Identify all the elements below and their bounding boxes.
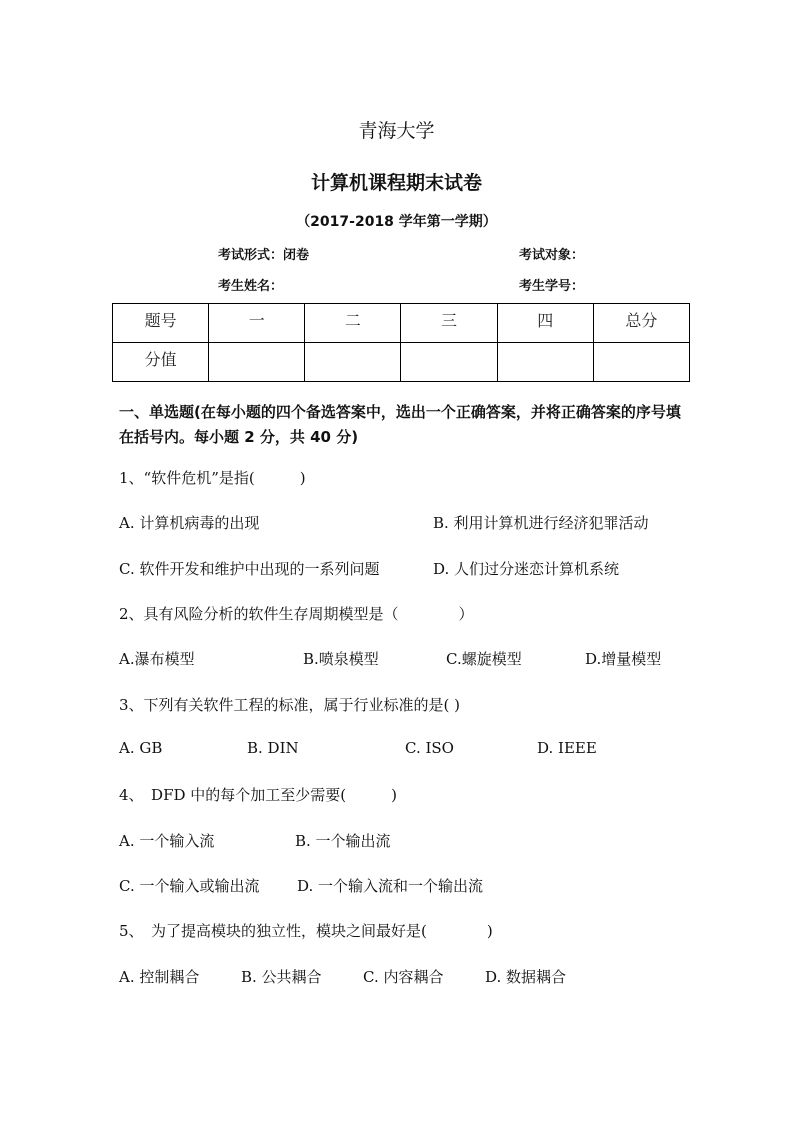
option-d: D. 人们过分迷恋计算机系统	[433, 560, 620, 578]
option-a: A. GB	[119, 739, 163, 757]
score-table-cell	[593, 343, 689, 382]
section-heading: 一、单选题(在每小题的四个备选答案中，选出一个正确答案，并将正确答案的序号填在括号内。每小题 2 分，共 40 分)	[119, 403, 681, 446]
option-c: C. 内容耦合	[363, 968, 444, 986]
score-table-cell	[209, 343, 305, 382]
score-table-cell	[401, 343, 497, 382]
score-table-cell: 总分	[593, 304, 689, 343]
exam-target: 考试对象：	[519, 248, 585, 263]
option-b: B. 一个输出流	[295, 832, 391, 850]
option-b: B.喷泉模型	[303, 650, 379, 668]
question-text: 1、“软件危机”是指( )	[119, 469, 306, 487]
exam-form: 考试形式：闭卷	[218, 248, 310, 263]
question-text: 3、下列有关软件工程的标准，属于行业标准的是( )	[119, 696, 461, 714]
score-table-cell: 分值	[113, 343, 209, 382]
score-table-cell: 二	[305, 304, 401, 343]
score-table-cell	[305, 343, 401, 382]
question-text: 4、 DFD 中的每个加工至少需要( )	[119, 786, 397, 804]
option-c: C.螺旋模型	[446, 650, 522, 668]
question-text: 2、具有风险分析的软件生存周期模型是（ ）	[119, 605, 474, 623]
score-table-cell: 一	[209, 304, 305, 343]
option-b: B. DIN	[247, 739, 299, 757]
semester: （2017-2018 学年第一学期）	[296, 214, 497, 230]
option-d: D.增量模型	[585, 650, 662, 668]
exam-title: 计算机课程期末试卷	[310, 172, 482, 194]
student-name: 考生姓名：	[218, 279, 284, 294]
option-d: D. IEEE	[537, 739, 597, 757]
university-name: 青海大学	[358, 120, 435, 142]
score-table-value-row	[113, 343, 690, 382]
score-table-cell: 四	[497, 304, 593, 343]
option-d: D. 一个输入流和一个输出流	[297, 877, 484, 895]
score-table-cell: 题号	[113, 304, 209, 343]
score-table-cell	[497, 343, 593, 382]
option-b: B. 公共耦合	[241, 968, 322, 986]
option-a: A. 控制耦合	[119, 968, 200, 986]
option-a: A. 计算机病毒的出现	[119, 514, 260, 532]
question-text: 5、 为了提高模块的独立性，模块之间最好是( )	[119, 922, 493, 940]
option-c: C. 软件开发和维护中出现的一系列问题	[119, 560, 380, 578]
option-d: D. 数据耦合	[485, 968, 567, 986]
option-a: A.瀑布模型	[119, 650, 195, 668]
score-table-header-row	[113, 304, 690, 343]
option-c: C. 一个输入或输出流	[119, 877, 260, 895]
option-c: C. ISO	[405, 739, 454, 757]
score-table	[112, 303, 690, 382]
score-table-cell: 三	[401, 304, 497, 343]
student-id: 考生学号：	[519, 279, 585, 294]
option-b: B. 利用计算机进行经济犯罪活动	[433, 514, 649, 532]
option-a: A. 一个输入流	[119, 832, 215, 850]
